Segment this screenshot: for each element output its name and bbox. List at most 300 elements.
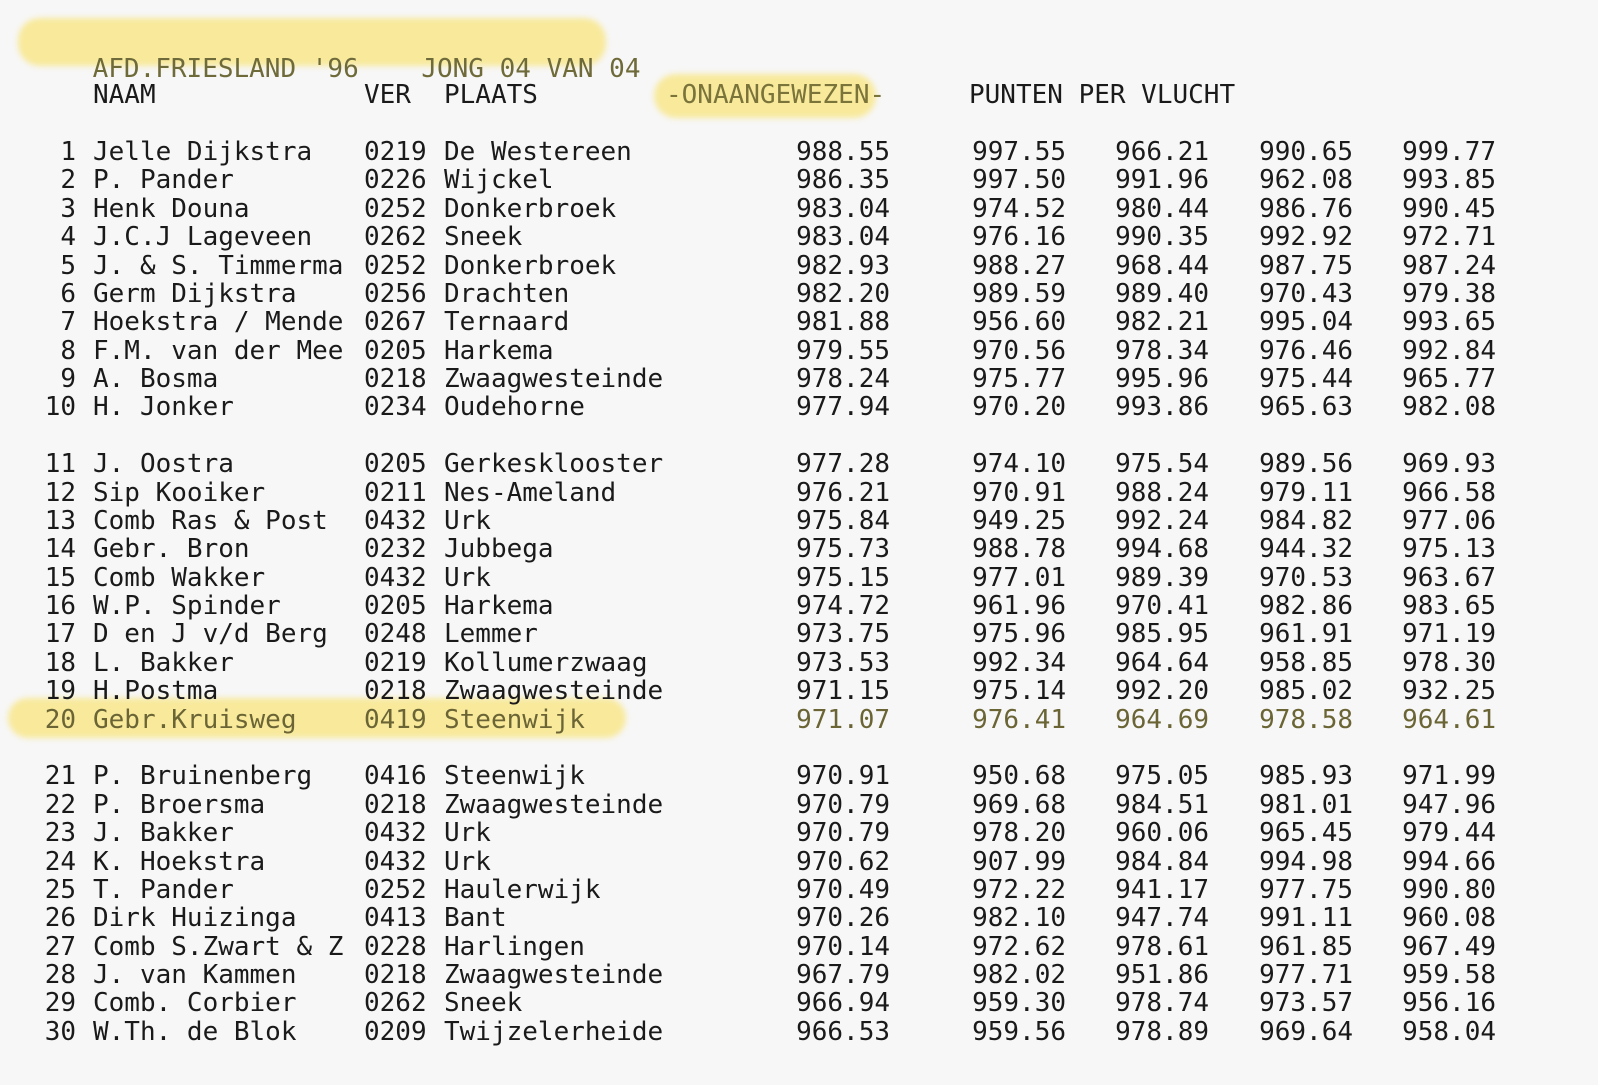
vlucht-3-cell: 962.08 [1259, 165, 1353, 196]
onaangewezen-cell: 977.28 [796, 449, 890, 480]
vlucht-2-cell: 988.24 [1115, 477, 1209, 508]
table-row [0, 222, 1598, 252]
rank-cell: 22 [44, 789, 76, 820]
vlucht-2-cell: 970.41 [1115, 591, 1209, 622]
vlucht-2-cell: 964.69 [1115, 704, 1209, 735]
vlucht-4-cell: 979.38 [1402, 278, 1496, 309]
vlucht-2-cell: 982.21 [1115, 307, 1209, 338]
table-row [0, 449, 1598, 479]
table-row [0, 279, 1598, 309]
vlucht-1-cell: 976.16 [972, 222, 1066, 253]
vlucht-4-cell: 959.58 [1402, 960, 1496, 991]
onaangewezen-cell: 988.55 [796, 137, 890, 167]
onaangewezen-cell: 975.73 [796, 534, 890, 565]
rank-cell: 8 [60, 335, 76, 366]
onaangewezen-cell: 983.04 [796, 222, 890, 253]
vlucht-4-cell: 972.71 [1402, 222, 1496, 253]
vlucht-4-cell: 966.58 [1402, 477, 1496, 508]
naam-cell: Dirk Huizinga [93, 903, 297, 934]
ver-cell: 0432 [364, 818, 427, 849]
onaangewezen-cell: 979.55 [796, 335, 890, 366]
naam-cell: Henk Douna [93, 193, 250, 224]
plaats-cell: Jubbega [444, 534, 554, 565]
vlucht-1-cell: 970.56 [972, 335, 1066, 366]
ver-cell: 0413 [364, 903, 427, 934]
onaangewezen-cell: 974.72 [796, 591, 890, 622]
vlucht-2-cell: 991.96 [1115, 165, 1209, 196]
vlucht-1-cell: 982.02 [972, 960, 1066, 991]
vlucht-3-cell: 965.45 [1259, 818, 1353, 849]
vlucht-4-cell: 947.96 [1402, 789, 1496, 820]
plaats-cell: Donkerbroek [444, 193, 617, 224]
table-row [0, 932, 1598, 962]
vlucht-1-cell: 969.68 [972, 789, 1066, 820]
rank-cell: 16 [44, 591, 76, 622]
ver-cell: 0252 [364, 193, 427, 224]
vlucht-1-cell: 982.10 [972, 903, 1066, 934]
rank-cell: 2 [60, 165, 76, 196]
vlucht-2-cell: 975.54 [1115, 449, 1209, 480]
header-naam: NAAM [93, 80, 156, 110]
plaats-cell: Ternaard [444, 307, 570, 338]
vlucht-3-cell: 969.64 [1259, 1016, 1353, 1047]
onaangewezen-cell: 982.20 [796, 278, 890, 309]
vlucht-4-cell: 958.04 [1402, 1016, 1496, 1047]
ver-cell: 0262 [364, 222, 427, 253]
vlucht-1-cell: 959.30 [972, 988, 1066, 1019]
vlucht-3-cell: 982.86 [1259, 591, 1353, 622]
rank-cell: 17 [44, 619, 76, 650]
table-row [0, 903, 1598, 933]
vlucht-1-cell: 975.14 [972, 676, 1066, 707]
table-row [0, 875, 1598, 905]
ver-cell: 0432 [364, 505, 427, 536]
vlucht-4-cell: 964.61 [1402, 704, 1496, 735]
onaangewezen-cell: 983.04 [796, 193, 890, 224]
title-text: AFD.FRIESLAND '96 JONG 04 VAN 04 [92, 54, 641, 84]
header-onaangewezen: -ONAANGEWEZEN- [666, 80, 886, 110]
naam-cell: D en J v/d Berg [93, 619, 328, 650]
onaangewezen-cell: 966.94 [796, 988, 890, 1019]
vlucht-4-cell: 978.30 [1402, 647, 1496, 678]
vlucht-3-cell: 985.93 [1259, 761, 1353, 792]
plaats-cell: Lemmer [444, 619, 538, 650]
vlucht-2-cell: 978.74 [1115, 988, 1209, 1019]
vlucht-4-cell: 965.77 [1402, 364, 1496, 395]
ver-cell: 0252 [364, 874, 427, 905]
vlucht-1-cell: 977.01 [972, 562, 1066, 593]
vlucht-2-cell: 985.95 [1115, 619, 1209, 650]
naam-cell: Comb S.Zwart & Z [93, 931, 344, 962]
vlucht-4-cell: 992.84 [1402, 335, 1496, 366]
vlucht-4-cell: 990.45 [1402, 193, 1496, 224]
vlucht-3-cell: 965.63 [1259, 392, 1353, 423]
ver-cell: 0218 [364, 960, 427, 991]
vlucht-3-cell: 991.11 [1259, 903, 1353, 934]
naam-cell: W.Th. de Blok [93, 1016, 297, 1047]
ver-cell: 0252 [364, 250, 427, 281]
onaangewezen-cell: 970.26 [796, 903, 890, 934]
rank-cell: 5 [60, 250, 76, 281]
onaangewezen-cell: 986.35 [796, 165, 890, 196]
ver-cell: 0205 [364, 591, 427, 622]
vlucht-1-cell: 974.52 [972, 193, 1066, 224]
vlucht-3-cell: 989.56 [1259, 449, 1353, 480]
naam-cell: L. Bakker [93, 647, 234, 678]
ver-cell: 0226 [364, 165, 427, 196]
ver-cell: 0432 [364, 846, 427, 877]
naam-cell: W.P. Spinder [93, 591, 281, 622]
ver-cell: 0234 [364, 392, 427, 423]
vlucht-3-cell: 970.43 [1259, 278, 1353, 309]
onaangewezen-cell: 977.94 [796, 392, 890, 423]
naam-cell: Gebr. Bron [93, 534, 250, 565]
vlucht-4-cell: 960.08 [1402, 903, 1496, 934]
plaats-cell: Nes-Ameland [444, 477, 617, 508]
table-row [0, 506, 1598, 536]
table-row [0, 761, 1598, 791]
onaangewezen-cell: 971.15 [796, 676, 890, 707]
vlucht-1-cell: 997.55 [972, 137, 1066, 167]
table-row [0, 307, 1598, 337]
vlucht-1-cell: 949.25 [972, 505, 1066, 536]
vlucht-1-cell: 992.34 [972, 647, 1066, 678]
plaats-cell: Urk [444, 846, 491, 877]
header-ver: VER [364, 80, 411, 110]
vlucht-3-cell: 976.46 [1259, 335, 1353, 366]
ver-cell: 0211 [364, 477, 427, 508]
onaangewezen-cell: 976.21 [796, 477, 890, 508]
vlucht-3-cell: 977.71 [1259, 960, 1353, 991]
naam-cell: Sip Kooiker [93, 477, 266, 508]
plaats-cell: Sneek [444, 222, 523, 253]
onaangewezen-cell: 981.88 [796, 307, 890, 338]
ver-cell: 0218 [364, 789, 427, 820]
vlucht-4-cell: 993.85 [1402, 165, 1496, 196]
vlucht-4-cell: 993.65 [1402, 307, 1496, 338]
onaangewezen-cell: 973.53 [796, 647, 890, 678]
naam-cell: A. Bosma [93, 364, 219, 395]
vlucht-2-cell: 984.84 [1115, 846, 1209, 877]
onaangewezen-cell: 967.79 [796, 960, 890, 991]
table-row [0, 591, 1598, 621]
rank-cell: 13 [44, 505, 76, 536]
vlucht-2-cell: 978.34 [1115, 335, 1209, 366]
table-row [0, 1017, 1598, 1047]
rank-cell: 24 [44, 846, 76, 877]
vlucht-4-cell: 987.24 [1402, 250, 1496, 281]
vlucht-3-cell: 944.32 [1259, 534, 1353, 565]
vlucht-4-cell: 971.19 [1402, 619, 1496, 650]
vlucht-1-cell: 961.96 [972, 591, 1066, 622]
ver-cell: 0248 [364, 619, 427, 650]
vlucht-4-cell: 975.13 [1402, 534, 1496, 565]
rank-cell: 21 [44, 761, 76, 792]
naam-cell: K. Hoekstra [93, 846, 266, 877]
ver-cell: 0218 [364, 364, 427, 395]
plaats-cell: Drachten [444, 278, 570, 309]
vlucht-3-cell: 979.11 [1259, 477, 1353, 508]
vlucht-2-cell: 992.20 [1115, 676, 1209, 707]
plaats-cell: Urk [444, 505, 491, 536]
vlucht-3-cell: 961.85 [1259, 931, 1353, 962]
vlucht-3-cell: 978.58 [1259, 704, 1353, 735]
rank-cell: 9 [60, 364, 76, 395]
vlucht-3-cell: 994.98 [1259, 846, 1353, 877]
onaangewezen-cell: 966.53 [796, 1016, 890, 1047]
vlucht-2-cell: 966.21 [1115, 137, 1209, 167]
vlucht-1-cell: 976.41 [972, 704, 1066, 735]
vlucht-2-cell: 978.89 [1115, 1016, 1209, 1047]
table-row [0, 676, 1598, 706]
onaangewezen-cell: 970.14 [796, 931, 890, 962]
naam-cell: Comb Ras & Post [93, 505, 328, 536]
vlucht-2-cell: 978.61 [1115, 931, 1209, 962]
vlucht-2-cell: 964.64 [1115, 647, 1209, 678]
ver-cell: 0209 [364, 1016, 427, 1047]
table-row [0, 534, 1598, 564]
plaats-cell: Zwaagwesteinde [444, 676, 664, 707]
vlucht-4-cell: 956.16 [1402, 988, 1496, 1019]
naam-cell: J. & S. Timmerma [93, 250, 344, 281]
vlucht-2-cell: 984.51 [1115, 789, 1209, 820]
naam-cell: Germ Dijkstra [93, 278, 297, 309]
vlucht-2-cell: 975.05 [1115, 761, 1209, 792]
vlucht-4-cell: 982.08 [1402, 392, 1496, 423]
vlucht-2-cell: 960.06 [1115, 818, 1209, 849]
vlucht-4-cell: 977.06 [1402, 505, 1496, 536]
table-row [0, 137, 1598, 167]
header-plaats: PLAATS [444, 80, 538, 110]
vlucht-3-cell: 986.76 [1259, 193, 1353, 224]
plaats-cell: Kollumerzwaag [444, 647, 648, 678]
plaats-cell: Twijzelerheide [444, 1016, 664, 1047]
naam-cell: P. Broersma [93, 789, 266, 820]
plaats-cell: Bant [444, 903, 507, 934]
vlucht-3-cell: 958.85 [1259, 647, 1353, 678]
plaats-cell: Steenwijk [444, 761, 585, 792]
plaats-cell: Zwaagwesteinde [444, 960, 664, 991]
naam-cell: H. Jonker [93, 392, 234, 423]
vlucht-4-cell: 999.77 [1402, 137, 1496, 167]
rank-cell: 26 [44, 903, 76, 934]
rank-cell: 27 [44, 931, 76, 962]
rank-cell: 7 [60, 307, 76, 338]
header-punten-per-vlucht: PUNTEN PER VLUCHT [969, 80, 1236, 110]
vlucht-3-cell: 973.57 [1259, 988, 1353, 1019]
table-row [0, 478, 1598, 508]
naam-cell: J. Oostra [93, 449, 234, 480]
rank-cell: 3 [60, 193, 76, 224]
plaats-cell: Gerkesklooster [444, 449, 664, 480]
naam-cell: Gebr.Kruisweg [93, 704, 297, 735]
vlucht-2-cell: 980.44 [1115, 193, 1209, 224]
naam-cell: F.M. van der Mee [93, 335, 344, 366]
rank-cell: 19 [44, 676, 76, 707]
naam-cell: J.C.J Lageveen [93, 222, 313, 253]
naam-cell: H.Postma [93, 676, 219, 707]
vlucht-3-cell: 990.65 [1259, 137, 1353, 167]
vlucht-1-cell: 997.50 [972, 165, 1066, 196]
rank-cell: 18 [44, 647, 76, 678]
naam-cell: Comb Wakker [93, 562, 266, 593]
ver-cell: 0256 [364, 278, 427, 309]
onaangewezen-cell: 975.84 [796, 505, 890, 536]
ver-cell: 0232 [364, 534, 427, 565]
onaangewezen-cell: 978.24 [796, 364, 890, 395]
naam-cell: Jelle Dijkstra [93, 137, 313, 167]
rank-cell: 28 [44, 960, 76, 991]
plaats-cell: Sneek [444, 988, 523, 1019]
page-title [30, 24, 641, 84]
plaats-cell: Harlingen [444, 931, 585, 962]
ver-cell: 0205 [364, 449, 427, 480]
vlucht-3-cell: 984.82 [1259, 505, 1353, 536]
table-row [0, 988, 1598, 1018]
onaangewezen-cell: 971.07 [796, 704, 890, 735]
rank-cell: 23 [44, 818, 76, 849]
vlucht-2-cell: 995.96 [1115, 364, 1209, 395]
table-row [0, 165, 1598, 195]
plaats-cell: Harkema [444, 591, 554, 622]
rank-cell: 6 [60, 278, 76, 309]
table-row [0, 194, 1598, 224]
column-headers [0, 80, 1598, 110]
onaangewezen-cell: 975.15 [796, 562, 890, 593]
table-row [0, 818, 1598, 848]
vlucht-2-cell: 989.40 [1115, 278, 1209, 309]
rank-cell: 14 [44, 534, 76, 565]
rank-cell: 1 [60, 137, 76, 167]
rank-cell: 11 [44, 449, 76, 480]
plaats-cell: Zwaagwesteinde [444, 364, 664, 395]
onaangewezen-cell: 970.91 [796, 761, 890, 792]
plaats-cell: Donkerbroek [444, 250, 617, 281]
vlucht-1-cell: 972.62 [972, 931, 1066, 962]
vlucht-3-cell: 977.75 [1259, 874, 1353, 905]
onaangewezen-cell: 973.75 [796, 619, 890, 650]
vlucht-3-cell: 987.75 [1259, 250, 1353, 281]
vlucht-1-cell: 956.60 [972, 307, 1066, 338]
naam-cell: J. Bakker [93, 818, 234, 849]
ver-cell: 0432 [364, 562, 427, 593]
vlucht-3-cell: 975.44 [1259, 364, 1353, 395]
onaangewezen-cell: 982.93 [796, 250, 890, 281]
plaats-cell: Haulerwijk [444, 874, 601, 905]
vlucht-4-cell: 979.44 [1402, 818, 1496, 849]
onaangewezen-cell: 970.79 [796, 789, 890, 820]
vlucht-3-cell: 970.53 [1259, 562, 1353, 593]
ver-cell: 0219 [364, 137, 427, 167]
vlucht-1-cell: 959.56 [972, 1016, 1066, 1047]
table-row [0, 847, 1598, 877]
table-row [0, 364, 1598, 394]
vlucht-2-cell: 994.68 [1115, 534, 1209, 565]
plaats-cell: Urk [444, 562, 491, 593]
vlucht-2-cell: 941.17 [1115, 874, 1209, 905]
naam-cell: Comb. Corbier [93, 988, 297, 1019]
rank-cell: 25 [44, 874, 76, 905]
ver-cell: 0228 [364, 931, 427, 962]
ver-cell: 0267 [364, 307, 427, 338]
vlucht-2-cell: 990.35 [1115, 222, 1209, 253]
table-row [0, 960, 1598, 990]
vlucht-1-cell: 978.20 [972, 818, 1066, 849]
naam-cell: P. Pander [93, 165, 234, 196]
plaats-cell: Harkema [444, 335, 554, 366]
rank-cell: 10 [44, 392, 76, 423]
plaats-cell: Steenwijk [444, 704, 585, 735]
vlucht-1-cell: 970.91 [972, 477, 1066, 508]
naam-cell: P. Bruinenberg [93, 761, 313, 792]
vlucht-4-cell: 963.67 [1402, 562, 1496, 593]
vlucht-3-cell: 981.01 [1259, 789, 1353, 820]
plaats-cell: De Westereen [444, 137, 632, 167]
ver-cell: 0419 [364, 704, 427, 735]
vlucht-4-cell: 983.65 [1402, 591, 1496, 622]
table-row [0, 336, 1598, 366]
vlucht-1-cell: 988.27 [972, 250, 1066, 281]
table-row [0, 790, 1598, 820]
table-row [0, 392, 1598, 422]
vlucht-3-cell: 985.02 [1259, 676, 1353, 707]
onaangewezen-cell: 970.62 [796, 846, 890, 877]
table-row [0, 251, 1598, 281]
rank-cell: 12 [44, 477, 76, 508]
rank-cell: 29 [44, 988, 76, 1019]
ver-cell: 0205 [364, 335, 427, 366]
table-row [0, 619, 1598, 649]
vlucht-1-cell: 974.10 [972, 449, 1066, 480]
vlucht-1-cell: 989.59 [972, 278, 1066, 309]
vlucht-2-cell: 968.44 [1115, 250, 1209, 281]
naam-cell: T. Pander [93, 874, 234, 905]
vlucht-4-cell: 969.93 [1402, 449, 1496, 480]
ver-cell: 0218 [364, 676, 427, 707]
vlucht-1-cell: 975.77 [972, 364, 1066, 395]
table-row [0, 563, 1598, 593]
vlucht-1-cell: 988.78 [972, 534, 1066, 565]
vlucht-4-cell: 990.80 [1402, 874, 1496, 905]
vlucht-4-cell: 994.66 [1402, 846, 1496, 877]
naam-cell: Hoekstra / Mende [93, 307, 344, 338]
plaats-cell: Oudehorne [444, 392, 585, 423]
plaats-cell: Zwaagwesteinde [444, 789, 664, 820]
onaangewezen-cell: 970.49 [796, 874, 890, 905]
vlucht-1-cell: 907.99 [972, 846, 1066, 877]
vlucht-1-cell: 972.22 [972, 874, 1066, 905]
plaats-cell: Wijckel [444, 165, 554, 196]
vlucht-2-cell: 989.39 [1115, 562, 1209, 593]
vlucht-2-cell: 951.86 [1115, 960, 1209, 991]
ver-cell: 0416 [364, 761, 427, 792]
vlucht-2-cell: 947.74 [1115, 903, 1209, 934]
rank-cell: 20 [44, 704, 76, 735]
naam-cell: J. van Kammen [93, 960, 297, 991]
onaangewezen-cell: 970.79 [796, 818, 890, 849]
vlucht-3-cell: 995.04 [1259, 307, 1353, 338]
vlucht-3-cell: 992.92 [1259, 222, 1353, 253]
vlucht-1-cell: 950.68 [972, 761, 1066, 792]
ver-cell: 0262 [364, 988, 427, 1019]
vlucht-4-cell: 971.99 [1402, 761, 1496, 792]
vlucht-2-cell: 993.86 [1115, 392, 1209, 423]
vlucht-1-cell: 975.96 [972, 619, 1066, 650]
table-row [0, 648, 1598, 678]
plaats-cell: Urk [444, 818, 491, 849]
vlucht-4-cell: 932.25 [1402, 676, 1496, 707]
vlucht-4-cell: 967.49 [1402, 931, 1496, 962]
